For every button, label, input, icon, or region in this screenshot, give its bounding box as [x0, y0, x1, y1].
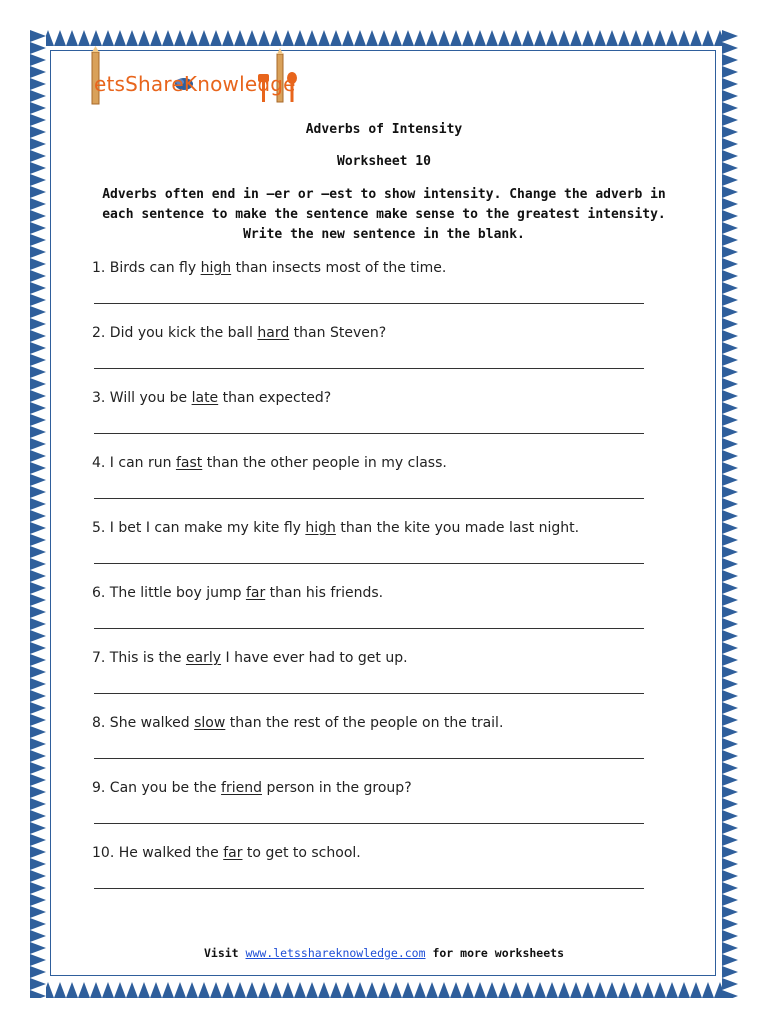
question-item: [92, 714, 672, 779]
adverb: friend: [221, 780, 262, 796]
question-item: [92, 324, 672, 389]
question-item: [92, 259, 672, 324]
adverb: hard: [257, 325, 290, 341]
answer-line[interactable]: [94, 888, 644, 889]
instruction-line: Write the new sentence in the blank.: [243, 227, 525, 242]
question-text: 5. I bet I can make my kite fly high than the kite you made last night.: [92, 520, 580, 536]
question-text: 1. Birds can fly high than insects most of the time.: [92, 260, 447, 276]
question-item: [92, 389, 672, 454]
question-text: 9. Can you be the friend person in the group?: [92, 780, 412, 796]
question-item: [92, 844, 672, 909]
adverb: late: [191, 390, 219, 406]
footer: [0, 946, 768, 960]
answer-line[interactable]: [94, 628, 644, 629]
adverb: far: [223, 845, 243, 861]
instructions: [88, 185, 680, 245]
worksheet-number: Worksheet 10: [337, 154, 431, 169]
question-item: [92, 584, 672, 649]
footer-prefix: Visit: [203, 946, 246, 960]
instruction-line: each sentence to make the sentence make sense to the greatest intensity.: [102, 207, 666, 222]
question-item: [92, 454, 672, 519]
adverb: early: [185, 650, 222, 666]
question-text: 3. Will you be late than expected?: [92, 390, 332, 406]
answer-line[interactable]: [94, 693, 644, 694]
adverb: high: [200, 260, 232, 276]
question-item: [92, 779, 672, 844]
answer-line[interactable]: [94, 303, 644, 304]
answer-line[interactable]: [94, 433, 644, 434]
question-list: [92, 259, 672, 909]
question-text: 2. Did you kick the ball hard than Steven?: [92, 325, 387, 341]
question-item: [92, 649, 672, 714]
question-text: 7. This is the early I have ever had to get up.: [92, 650, 408, 666]
border-left: [30, 30, 46, 998]
question-text: 10. He walked the far to get to school.: [92, 845, 361, 861]
question-text: 6. The little boy jump far than his friends.: [92, 585, 384, 601]
answer-line[interactable]: [94, 563, 644, 564]
page-title: Adverbs of Intensity: [305, 122, 463, 137]
question-item: [92, 519, 672, 584]
adverb: slow: [194, 715, 226, 731]
adverb: high: [305, 520, 336, 536]
instruction-line: Adverbs often end in –er or –est to show intensity. Change the adverb in: [102, 187, 666, 202]
footer-suffix: for more worksheets: [425, 946, 565, 960]
logo-text: etsShareKnowledge: [94, 72, 296, 96]
website-link[interactable]: www.letsshareknowledge.com: [245, 946, 426, 960]
adverb: far: [245, 585, 266, 601]
logo: [88, 44, 348, 110]
answer-line[interactable]: [94, 758, 644, 759]
answer-line[interactable]: [94, 498, 644, 499]
answer-line[interactable]: [94, 823, 644, 824]
border-bottom: [30, 982, 738, 998]
border-right: [722, 30, 738, 998]
question-text: 8. She walked slow than the rest of the people on the trail.: [92, 715, 504, 731]
adverb: fast: [175, 455, 203, 471]
answer-line[interactable]: [94, 368, 644, 369]
question-text: 4. I can run fast than the other people in my class.: [92, 455, 447, 471]
